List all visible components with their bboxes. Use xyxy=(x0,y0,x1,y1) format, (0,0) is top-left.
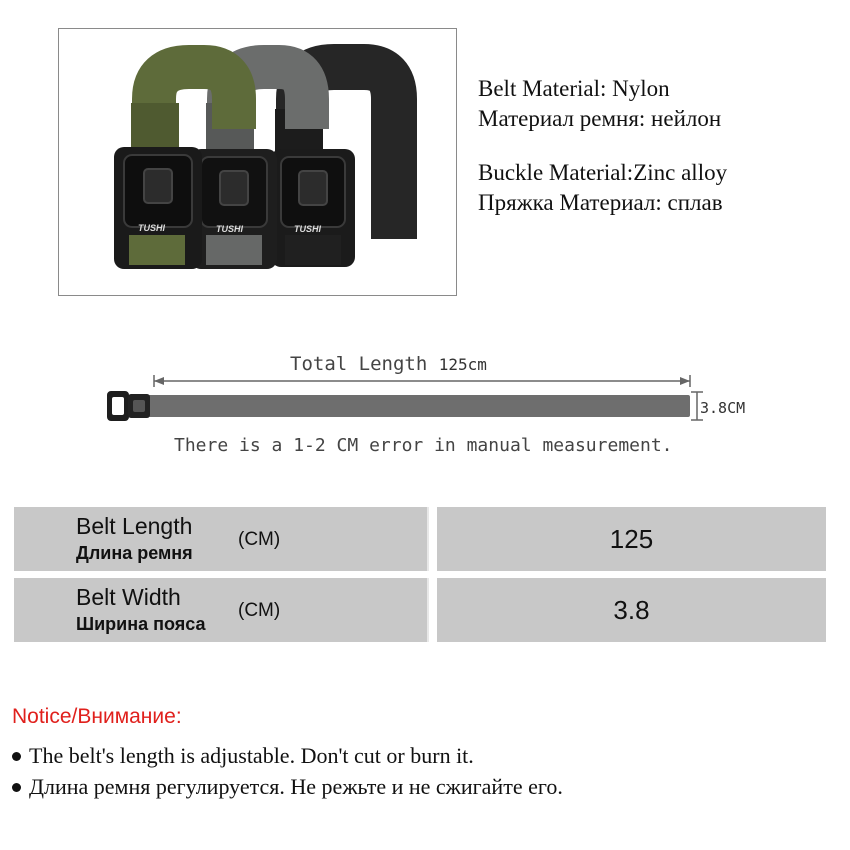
length-label-en: Belt Length xyxy=(76,513,193,539)
svg-text:TUSHI: TUSHI xyxy=(216,224,243,234)
length-value: 125 xyxy=(437,507,826,571)
notice-item xyxy=(12,774,563,800)
product-photo xyxy=(58,28,457,296)
buckle-icon xyxy=(107,391,150,421)
width-label-en: Belt Width xyxy=(76,584,181,610)
total-length-value: 125cm xyxy=(438,355,487,374)
width-label-ru: Ширина пояса xyxy=(76,614,206,634)
bullet-icon xyxy=(12,783,21,792)
total-length-caption xyxy=(290,353,487,375)
material-specs xyxy=(478,74,838,218)
width-label-cell xyxy=(14,578,429,642)
width-value: 3.8CM xyxy=(700,399,746,417)
length-label-ru: Длина ремня xyxy=(76,543,193,563)
belt-material-en: Belt Material: Nylon xyxy=(478,76,670,101)
size-table xyxy=(14,507,826,649)
buckle-material-en: Buckle Material:Zinc alloy xyxy=(478,160,728,185)
notice-item-text-ru: Длина ремня регулируется. Не режьте и не сжигайте его. xyxy=(29,774,563,799)
notice-item xyxy=(12,743,474,769)
table-row-length xyxy=(14,507,826,571)
belts-illustration xyxy=(59,29,457,296)
measurement-error-note: There is a 1-2 CM error in manual measurement. xyxy=(174,435,673,456)
belt-strap xyxy=(146,395,690,417)
table-row-width xyxy=(14,578,826,642)
length-unit: (CM) xyxy=(238,529,281,550)
notice-item-text-en: The belt's length is adjustable. Don't cut or burn it. xyxy=(29,743,474,768)
bullet-icon xyxy=(12,752,21,761)
size-diagram xyxy=(36,308,776,473)
width-value-cell: 3.8 xyxy=(437,578,826,642)
total-length-label: Total Length xyxy=(290,353,428,375)
length-label-cell xyxy=(14,507,429,571)
width-unit: (CM) xyxy=(238,600,281,621)
buckle-material-ru: Пряжка Материал: сплав xyxy=(478,190,723,215)
belt-material-ru: Материал ремня: нейлон xyxy=(478,106,722,131)
svg-text:TUSHI: TUSHI xyxy=(294,224,321,234)
notice-title: Notice/Внимание: xyxy=(12,705,182,728)
svg-text:TUSHI: TUSHI xyxy=(138,223,165,233)
